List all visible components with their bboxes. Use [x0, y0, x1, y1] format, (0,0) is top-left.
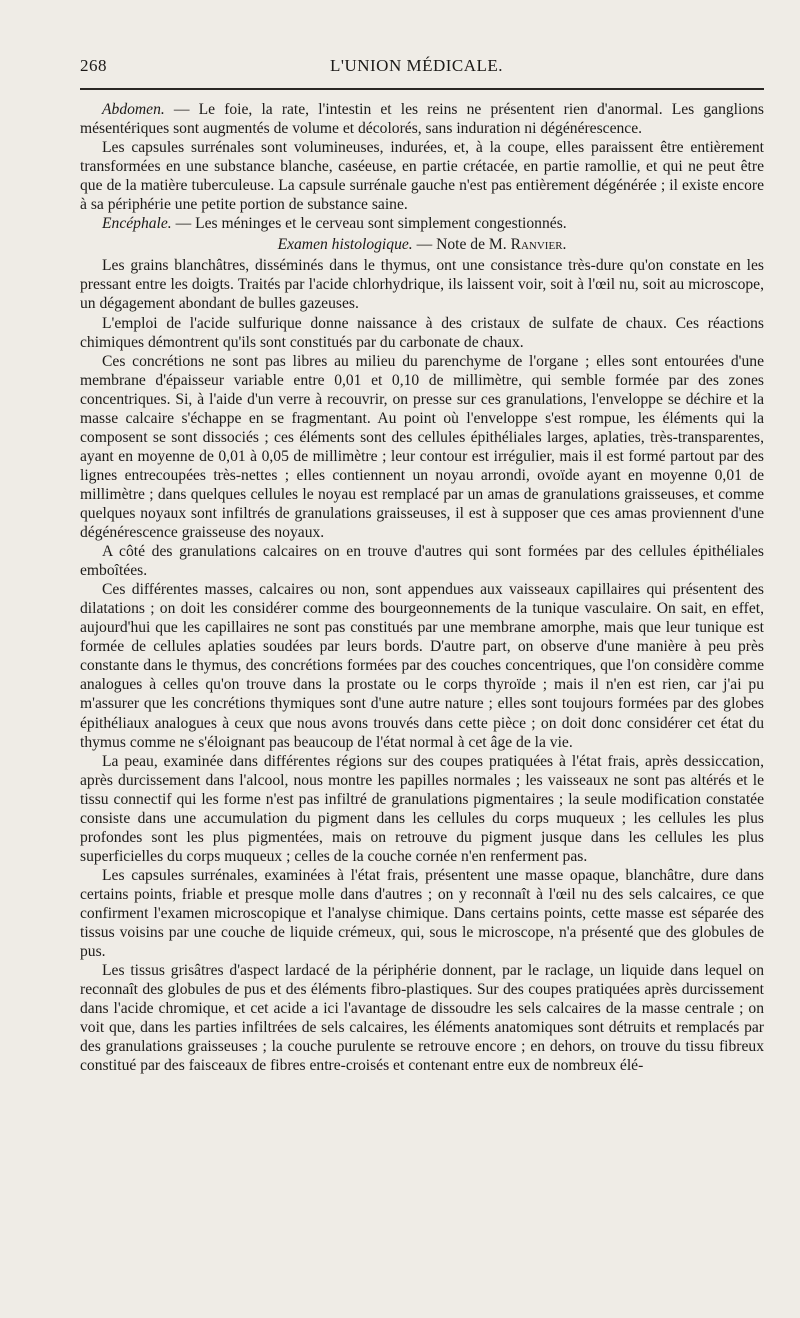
histology-paragraph: L'emploi de l'acide sulfurique donne naissance à des cristaux de sulfate de chaux. Ces réactions chimiques démontrent qu'ils sont constitués par du carbonate de chaux. — [80, 314, 764, 351]
histology-paragraph: Ces concrétions ne sont pas libres au milieu du parenchyme de l'organe ; elles sont entourées d'une membrane d'épaisseur variable entre 0,01 et 0,10 de millimètre, qui semble formée par des zones concentriques. Si, à l'aide d'un verre à recouvrir, on presse sur ces granulations, l'enveloppe se déchire et la masse calcaire s'échappe en se fragmentant. Au point où l'enveloppe s'est rompue, les éléments qui la composent se sont dissociés ; ces éléments sont des cellules épithéliales larges, aplaties, très-transparentes, ayant en moyenne de 0,01 à 0,05 de millimètre ; leur contour est irrégulier, mais il est formé partout par des lignes entrecoupées très-nettes ; elles contiennent un noyau arrondi, ovoïde ayant en moyenne 0,01 de millimètre ; dans quelques cellules le noyau est remplacé par un amas de granulations graisseuses, et comme quelques noyaux sont infiltrés de granulations graisseuses, il est à supposer que ces amas proviennent d'une dégénérescence graisseuse des noyaux. — [80, 352, 764, 542]
section-author: Ranvier — [510, 236, 563, 254]
histology-paragraph: La peau, examinée dans différentes régions sur des coupes pratiquées à l'état frais, après dessiccation, après durcissement dans l'alcool, nous montre les papilles normales ; les vaisseaux ne sont pas altérés et le tissu connectif qui les forme n'est pas infiltré de granulations pigmentaires ; la seule modification constatée consiste dans une accumulation du pigment dans les cellules du corps muqueux ; les cellules les plus profondes sont les plus pigmentées, mais on retrouve du pigment jusque dans les cellules les plus superficielles du corps muqueux ; celles de la couche cornée n'en renferment pas. — [80, 752, 764, 865]
page-number: 268 — [80, 56, 107, 75]
paragraph-lead: Abdomen. — [102, 101, 165, 118]
journal-title: L'UNION MÉDICALE. — [330, 56, 504, 75]
paragraph-text: Les capsules surrénales sont volumineuses, indurées, et, à la coupe, elles paraissent être entièrement transformées en une substance blanche, caséeuse, en partie crétacée, en partie ramollie, et qui ne peut être que de la matière tuberculeuse. La capsule surrénale gauche n'est pas entièrement dégénérée ; il existe encore à sa périphérie une petite portion de substance saine. — [80, 139, 764, 214]
histology-paragraph: Les tissus grisâtres d'aspect lardacé de la périphérie donnent, par le raclage, un liquide dans lequel on reconnaît des globules de pus et des éléments fibro-plastiques. Sur des coupes pratiquées après durcissement dans l'acide chromique, et cet acide a ici l'avantage de dissoudre les sels calcaires de la masse centrale ; on voit que, dans les parties infiltrées de sels calcaires, les éléments anatomiques sont détruits et remplacés par des granulations graisseuses ; la couche purulente se retrouve encore ; en dehors, on trouve du tissu fibreux constitué par des faisceaux de fibres entre-croisés et contenant entre eux de nombreux élé- — [80, 962, 764, 1075]
section-note: — Note de M. — [412, 236, 511, 254]
running-head — [80, 56, 764, 80]
header-rule — [80, 88, 764, 90]
section-title: Examen histologique. — [277, 236, 413, 254]
section-heading — [80, 235, 764, 254]
histology-paragraph: Les capsules surrénales, examinées à l'état frais, présentent une masse opaque, blanchâtre, dure dans certains points, friable et presque molle dans d'autres ; on y reconnaît à l'œil nu des sels calcaires, ce que confirment l'examen microscopique et l'analyse chimique. Dans certains points, cette masse est séparée des tissus voisins par une couche de liquide crémeux, qui, sous le microscope, n'a présenté que des globules de pus. — [80, 866, 764, 961]
paragraph-abdomen — [80, 100, 764, 138]
histology-paragraph: Ces différentes masses, calcaires ou non, sont appendues aux vaisseaux capillaires qui présentent des dilatations ; on doit les considérer comme des bourgeonnements de la tunique vasculaire. On sait, en effet, aujourd'hui que les capillaires ne sont pas constitués par une membrane amorphe, mais que leur tunique est formée de cellules aplaties soudées par leurs bords. D'autre part, on observe d'une manière à peu près constante dans le thymus, des concrétions formées par des couches concentriques, que l'on considère comme analogues à celles qu'on trouve dans la prostate ou le corps thyroïde ; mais il n'en est rien, car j'ai pu m'assurer que les concrétions thymiques sont d'une autre nature ; elles sont toujours formées par des globes épithéliaux analogues à ceux que nous avons trouvés dans cette pièce ; on doit donc considérer cet état du thymus comme ne s'éloignant pas beaucoup de l'état normal à cet âge de la vie. — [80, 581, 764, 751]
article-body — [80, 100, 764, 1075]
section-after: . — [562, 236, 567, 254]
paragraph-lead: Encéphale. — [102, 215, 172, 233]
histology-paragraph: A côté des granulations calcaires on en trouve d'autres qui sont formées par des cellules épithéliales emboîtées. — [80, 543, 764, 580]
paragraph-capsules — [80, 138, 764, 214]
paragraph-text: — Les méninges et le cerveau sont simplement congestionnés. — [171, 215, 567, 233]
histology-paragraph: Les grains blanchâtres, disséminés dans le thymus, ont une consistance très-dure qu'on constate en les pressant entre les doigts. Traités par l'acide chlorhydrique, ils laissent voir, soit à l'œil nu, soit au microscope, un dégagement abondant de bulles gazeuses. — [80, 257, 764, 313]
paragraph-text: — Le foie, la rate, l'intestin et les reins ne présentent rien d'anormal. Les ganglions mésentériques sont augmentés de volume et décolorés, sans induration ni dégénérescence. — [80, 101, 764, 138]
paragraph-encephale — [80, 214, 764, 233]
